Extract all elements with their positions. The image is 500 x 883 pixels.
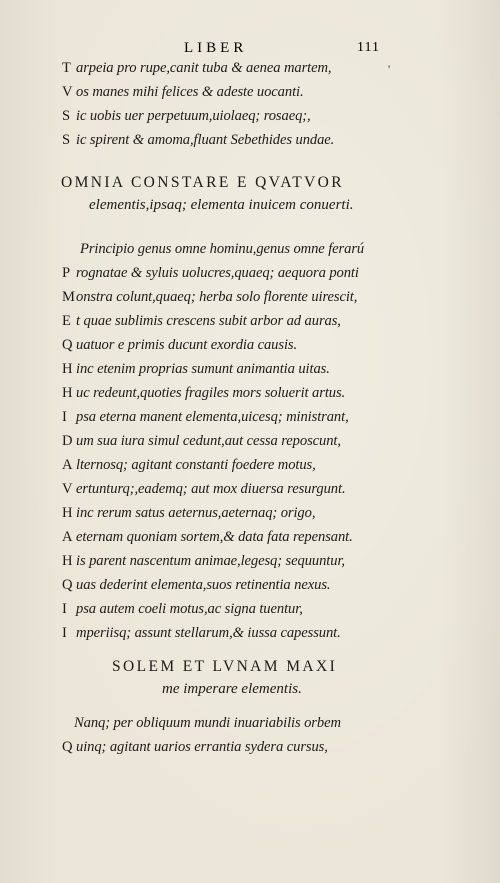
verse-initial: D bbox=[62, 433, 73, 449]
verse-line bbox=[62, 577, 330, 594]
verse-text: ic spirent & amoma,fluant Sebethides undae. bbox=[76, 132, 335, 148]
verse-line bbox=[62, 739, 328, 756]
verse-initial: T bbox=[62, 60, 71, 76]
verse-initial: A bbox=[62, 457, 73, 473]
verse-text: psa autem coeli motus,ac signa tuentur, bbox=[76, 601, 303, 617]
verse-initial: H bbox=[62, 553, 73, 569]
verse-line bbox=[62, 457, 316, 474]
verse-line bbox=[62, 241, 364, 258]
verse-initial: P bbox=[62, 265, 71, 281]
verse-initial: I bbox=[62, 409, 67, 425]
section-subheading: me imperare elementis. bbox=[162, 681, 302, 697]
verse-text: os manes mihi felices & adeste uocanti. bbox=[76, 84, 304, 100]
verse-text: uatuor e primis ducunt exordia causis. bbox=[76, 337, 298, 353]
stray-mark: ' bbox=[388, 62, 391, 76]
verse-text: is parent nascentum animae,legesq; sequuntur, bbox=[76, 553, 345, 569]
verse-text: onstra colunt,quaeq; herba solo florente uirescit, bbox=[76, 289, 358, 305]
verse-line bbox=[62, 385, 345, 402]
verse-text: uinq; agitant uarios errantia sydera cursus, bbox=[76, 739, 328, 755]
section-heading: SOLEM ET LVNAM MAXI bbox=[112, 658, 338, 675]
verse-initial: Q bbox=[62, 337, 73, 353]
verse-text: psa eterna manent elementa,uicesq; ministrant, bbox=[76, 409, 349, 425]
verse-initial: V bbox=[62, 481, 73, 497]
verse-line bbox=[62, 505, 315, 522]
verse-line bbox=[62, 132, 334, 149]
verse-initial: I bbox=[62, 601, 67, 617]
verse-text: inc etenim proprias sumunt animantia uitas. bbox=[76, 361, 330, 377]
verse-text: mperiisq; assunt stellarum,& iussa capessunt. bbox=[76, 625, 341, 641]
verse-line bbox=[62, 601, 303, 618]
verse-line bbox=[62, 265, 359, 282]
verse-line bbox=[62, 409, 349, 426]
verse-text: inc rerum satus aeternus,aeternaq; origo, bbox=[76, 505, 316, 521]
verse-text: eternam quoniam sortem,& data fata repensant. bbox=[76, 529, 353, 545]
verse-text: ertunturq;,eademq; aut mox diuersa resurgunt. bbox=[76, 481, 346, 497]
verse-line bbox=[62, 481, 346, 498]
verse-initial: M bbox=[62, 289, 75, 305]
verse-initial: Q bbox=[62, 739, 73, 755]
verse-initial: S bbox=[62, 132, 71, 148]
verse-line bbox=[62, 529, 353, 546]
verse-initial: A bbox=[62, 529, 73, 545]
verse-line bbox=[62, 108, 311, 125]
verse-text: Nanq; per obliquum mundi inuariabilis orbem bbox=[74, 715, 341, 731]
verse-text: Principio genus omne hominu,genus omne ferarú bbox=[80, 241, 365, 257]
verse-line bbox=[62, 60, 331, 77]
verse-initial: Q bbox=[62, 577, 73, 593]
verse-initial: H bbox=[62, 385, 73, 401]
verse-text: ic uobis uer perpetuum,uiolaeq; rosaeq;, bbox=[76, 108, 311, 124]
page-number: 111 bbox=[357, 40, 380, 55]
section-subheading: elementis,ipsaq; elementa inuicem conuerti. bbox=[89, 197, 354, 213]
verse-initial: S bbox=[62, 108, 71, 124]
verse-text: uc redeunt,quoties fragiles mors soluerit artus. bbox=[76, 385, 346, 401]
verse-text: um sua iura simul cedunt,aut cessa reposcunt, bbox=[76, 433, 341, 449]
verse-line bbox=[62, 433, 341, 450]
verse-line bbox=[62, 337, 297, 354]
verse-line bbox=[62, 625, 341, 642]
running-title: LIBER bbox=[184, 40, 248, 56]
verse-line bbox=[62, 553, 345, 570]
verse-text: rognatae & syluis uolucres,quaeq; aequora ponti bbox=[76, 265, 359, 281]
running-head bbox=[130, 40, 380, 62]
verse-text: lternosq; agitant constanti foedere motus, bbox=[76, 457, 316, 473]
verse-text: uas dederint elementa,suos retinentia nexus. bbox=[76, 577, 331, 593]
verse-line bbox=[74, 715, 341, 732]
verse-line bbox=[62, 313, 341, 330]
verse-initial: H bbox=[62, 505, 73, 521]
verse-text: t quae sublimis crescens subit arbor ad auras, bbox=[76, 313, 341, 329]
verse-initial: E bbox=[62, 313, 71, 329]
verse-initial: V bbox=[62, 84, 73, 100]
verse-line bbox=[62, 289, 357, 306]
verse-text: arpeia pro rupe,canit tuba & aenea martem, bbox=[76, 60, 332, 76]
section-heading: OMNIA CONSTARE E QVATVOR bbox=[61, 174, 344, 191]
verse-line bbox=[62, 84, 304, 101]
verse-initial: H bbox=[62, 361, 73, 377]
verse-line bbox=[62, 361, 330, 378]
verse-initial: I bbox=[62, 625, 67, 641]
